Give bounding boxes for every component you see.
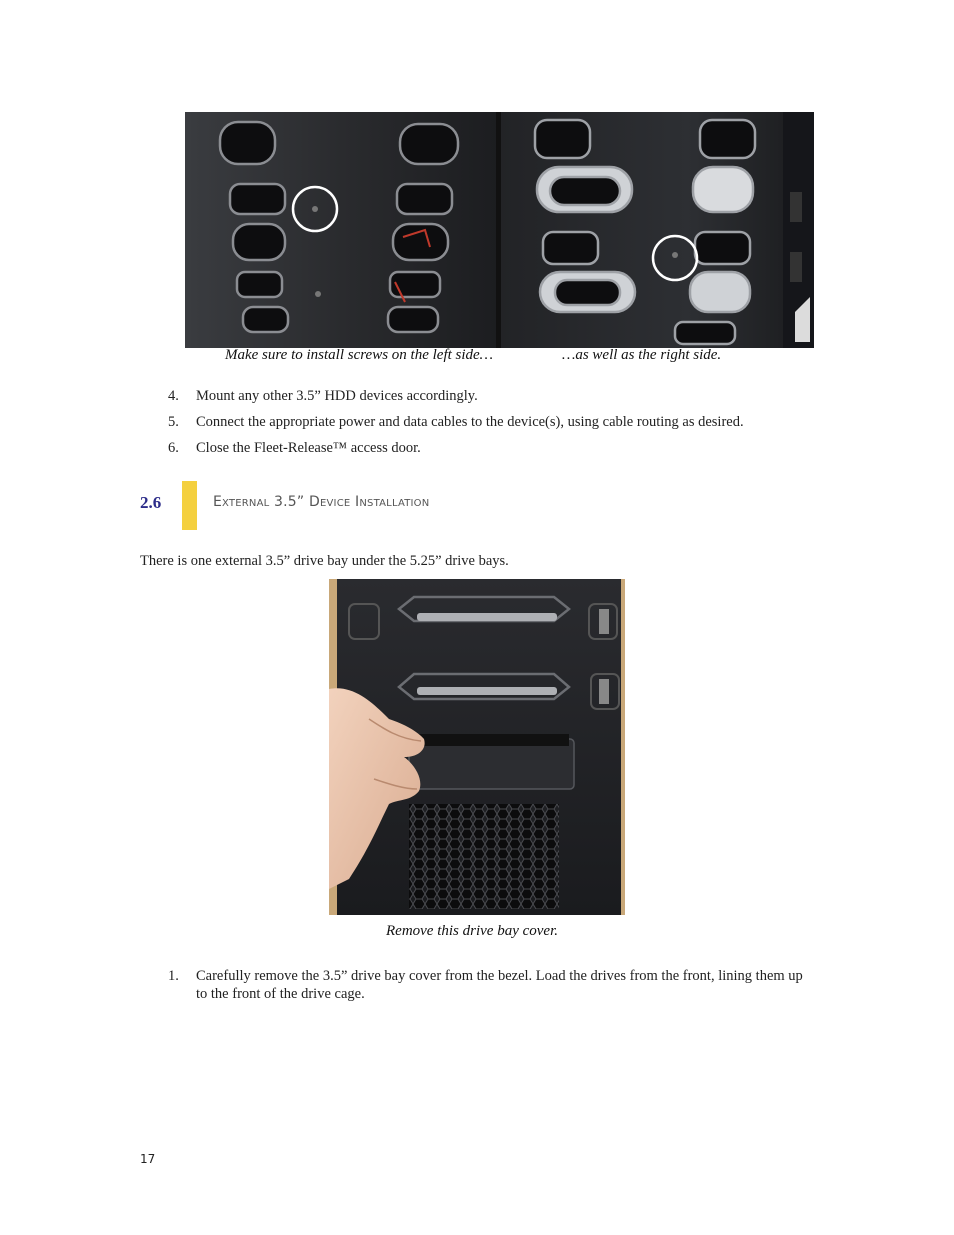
figure-caption-right: …as well as the right side. [562,347,722,363]
body-paragraph: There is one external 3.5” drive bay under the 5.25” drive bays. [140,553,509,569]
list-item-text: Carefully remove the 3.5” drive bay cover from the bezel. Load the drives from the front, lining them up to the front of the drive cage. [196,968,803,1002]
list-item-text: Close the Fleet-Release™ access door. [196,440,421,456]
figure-caption-bottom: Remove this drive bay cover. [386,923,559,939]
list-item-number: 5. [168,414,179,430]
list-item-number: 4. [168,388,179,404]
section-number: 2.6 [140,493,162,512]
list-item-text: Mount any other 3.5” HDD devices accordingly. [196,388,478,404]
drive-cage-screws-photo [185,112,814,348]
drive-bay-cover-photo [329,579,625,915]
list-item-number: 1. [168,968,179,984]
list-item-text: Connect the appropriate power and data cables to the device(s), using cable routing as desired. [196,414,744,430]
figure-caption-left: Make sure to install screws on the left side… [225,347,494,363]
page-number: 17 [140,1152,156,1166]
section-title: External 3.5” Device Installation [213,494,430,510]
list-item-number: 6. [168,440,179,456]
section-accent-bar [182,481,197,530]
